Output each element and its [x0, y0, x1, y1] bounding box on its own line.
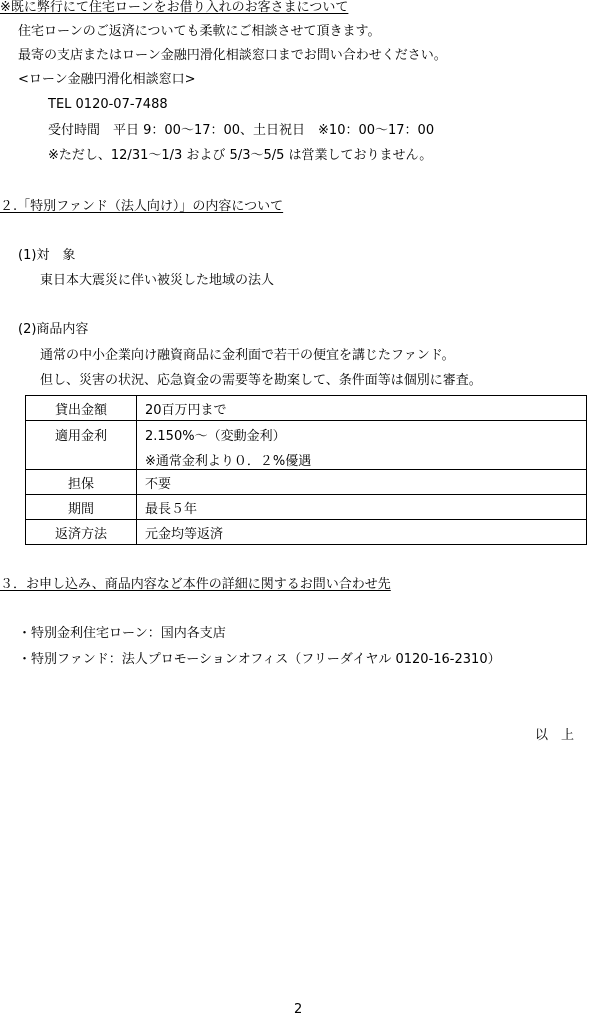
notice-paragraph-1: 住宅ローンのご返済についても柔軟にご相談させて頂きます。: [18, 24, 381, 39]
interest-rate-value: 2.150%～（変動金利）: [145, 429, 286, 444]
target-label: (1)対 象: [18, 248, 76, 263]
product-label: (2)商品内容: [18, 322, 89, 337]
page-number: 2: [294, 1002, 303, 1017]
closing-mark: 以 上: [535, 728, 575, 743]
repayment-method-label: 返済方法: [26, 520, 137, 545]
notice-paragraph-2: 最寄の支店またはローン金融円滑化相談窓口までお問い合わせください。: [18, 48, 447, 63]
contact-item-1: ・特別金利住宅ローン：国内各支店: [18, 626, 226, 641]
table-row: [26, 396, 587, 421]
product-spec-table: [25, 395, 587, 545]
table-row: [26, 421, 587, 470]
consultation-desk-title: <ローン金融円滑化相談窓口>: [18, 72, 196, 87]
collateral-value: 不要: [137, 470, 587, 495]
table-row: [26, 520, 587, 545]
table-row: [26, 495, 587, 520]
loan-amount-value: 20百万円まで: [137, 396, 587, 421]
section-3-heading: ３．お申し込み、商品内容など本件の詳細に関するお問い合わせ先: [0, 577, 391, 592]
repayment-method-value: 元金均等返済: [137, 520, 587, 545]
loan-amount-label: 貸出金額: [26, 396, 137, 421]
product-text-1: 通常の中小企業向け融資商品に金利面で若干の便宜を講じたファンド。: [40, 348, 455, 363]
collateral-label: 担保: [26, 470, 137, 495]
product-text-2: 但し、災害の状況、応急資金の需要等を勘案して、条件面等は個別に審査。: [40, 373, 482, 388]
interest-rate-cell: [137, 421, 587, 470]
closed-days-note: ※ただし、12/31～1/3 および 5/3～5/5 は営業しておりません。: [48, 148, 433, 163]
phone-number: TEL 0120-07-7488: [48, 97, 168, 112]
contact-item-2: ・特別ファンド：法人プロモーションオフィス（フリーダイヤル 0120-16-2310）: [18, 652, 501, 667]
notice-heading: ※既に弊行にて住宅ローンをお借り入れのお客さまについて: [0, 0, 349, 15]
interest-rate-label: 適用金利: [26, 421, 137, 470]
target-text: 東日本大震災に伴い被災した地域の法人: [40, 273, 275, 288]
business-hours: 受付時間 平日 9：00～17：00、土日祝日 ※10：00～17：00: [48, 123, 435, 138]
term-label: 期間: [26, 495, 137, 520]
section-2-heading: ２.「特別ファンド（法人向け）」の内容について: [0, 199, 284, 214]
interest-rate-note: ※通常金利より０．２%優遇: [145, 454, 312, 469]
term-value: 最長５年: [137, 495, 587, 520]
table-row: [26, 470, 587, 495]
